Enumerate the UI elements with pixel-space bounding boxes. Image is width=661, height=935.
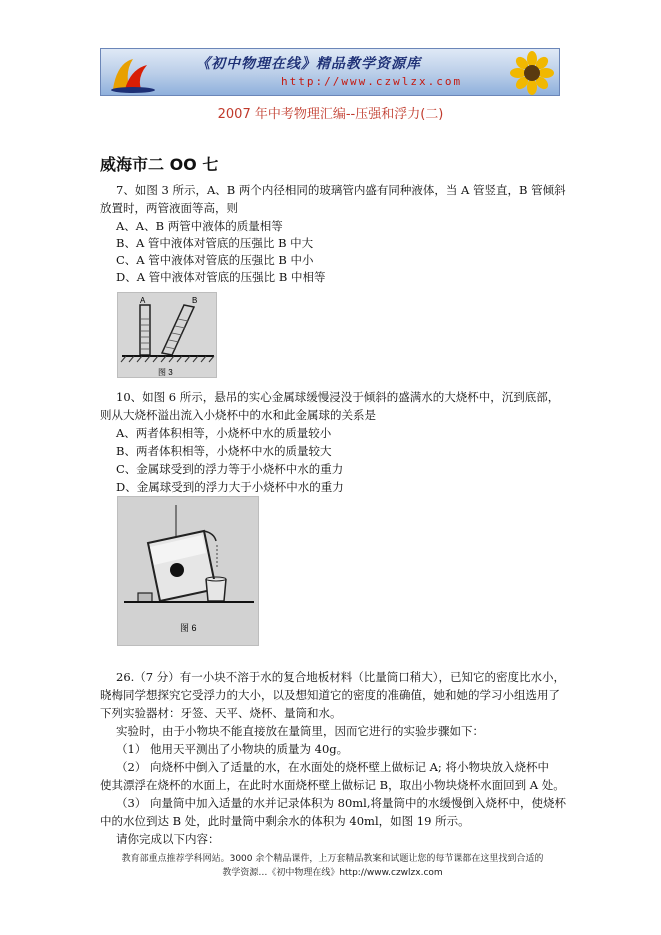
figure-6-drawing [118, 497, 260, 647]
section-heading: 威海市二 OO 七 [100, 155, 219, 174]
figure-6-caption: 图 6 [180, 623, 197, 633]
site-banner [100, 48, 560, 96]
q26-step-2: （2） 向烧杯中倒入了适量的水，在水面处的烧杯壁上做标记 A; 将小物块放入烧杯中 [116, 760, 549, 774]
q26-line: 使其漂浮在烧杯的水面上，在此时水面烧杯壁上做标记 B，取出小物块烧杯水面回到 A 处。 [100, 778, 565, 792]
q26-line: 请你完成以下内容： [116, 832, 220, 846]
figure-3-drawing [118, 293, 218, 379]
banner-url: http://www.czwlzx.com [281, 75, 463, 88]
tube-b-label: B [192, 296, 198, 305]
q26-line: 实验时，由于小物块不能直接放在量筒里，因而它进行的实验步骤如下： [116, 724, 484, 738]
q7-stem-line: 7、如图 3 所示，A、B 两个内径相同的玻璃管内盛有同种液体，当 A 管竖直，B 管倾斜 [116, 183, 566, 197]
q10-stem-line: 则从大烧杯溢出流入小烧杯中的水和此金属球的关系是 [100, 408, 376, 422]
q10-option-a: A、两者体积相等，小烧杯中水的质量较小 [116, 426, 332, 440]
q7-option-c: C、A 管中液体对管底的压强比 B 中小 [116, 253, 314, 267]
q10-option-c: C、金属球受到的浮力等于小烧杯中水的重力 [116, 462, 344, 476]
page-footer [95, 852, 570, 880]
document-title: 2007 年中考物理汇编--压强和浮力(二) [217, 107, 444, 122]
q7-option-b: B、A 管中液体对管底的压强比 B 中大 [116, 236, 314, 250]
tube-a-label: A [140, 296, 146, 305]
q26-line: 晓梅同学想探究它受浮力的大小，以及想知道它的密度的准确值，她和她的学习小组选用了 [100, 688, 560, 702]
q26-step-1: （1） 他用天平测出了小物块的质量为 40g。 [116, 742, 349, 756]
figure-3-caption: 图 3 [158, 368, 173, 377]
q10-option-d: D、金属球受到的浮力大于小烧杯中水的重力 [116, 480, 344, 494]
q7-stem-line: 放置时，两管液面等高，则 [100, 201, 238, 215]
q10-option-b: B、两者体积相等，小烧杯中水的质量较大 [116, 444, 332, 458]
q7-option-a: A、A、B 两管中液体的质量相等 [116, 219, 283, 233]
q26-line: 中的水位到达 B 处，此时量筒中剩余水的体积为 40ml，如图 19 所示。 [100, 814, 470, 828]
footer-line: 教学资源…《初中物理在线》http://www.czwlzx.com [222, 868, 443, 878]
figure-3 [117, 292, 217, 378]
q10-stem-line: 10、如图 6 所示，悬吊的实心金属球缓慢浸没于倾斜的盛满水的大烧杯中，沉到底部， [116, 390, 560, 404]
figure-6 [117, 496, 259, 646]
q26-line: 26.（7 分）有一小块不溶于水的复合地板材料（比量筒口稍大），已知它的密度比水小， [116, 670, 566, 684]
banner-title: 《初中物理在线》精品教学资源库 [196, 56, 421, 72]
sunflower-icon [509, 51, 555, 95]
footer-line: 教育部重点推荐学科网站。3000 余个精品课件，上万套精品教案和试题让您的每节课都在这里找到合适的 [121, 854, 544, 864]
q26-line: 下列实验器材：牙签、天平、烧杯、量筒和水。 [100, 706, 342, 720]
q26-step-3: （3） 向量筒中加入适量的水并记录体积为 80ml,将量筒中的水缓慢倒入烧杯中，使烧杯 [116, 796, 566, 810]
q7-option-d: D、A 管中液体对管底的压强比 B 中相等 [116, 270, 326, 284]
site-logo-icon [107, 53, 159, 93]
